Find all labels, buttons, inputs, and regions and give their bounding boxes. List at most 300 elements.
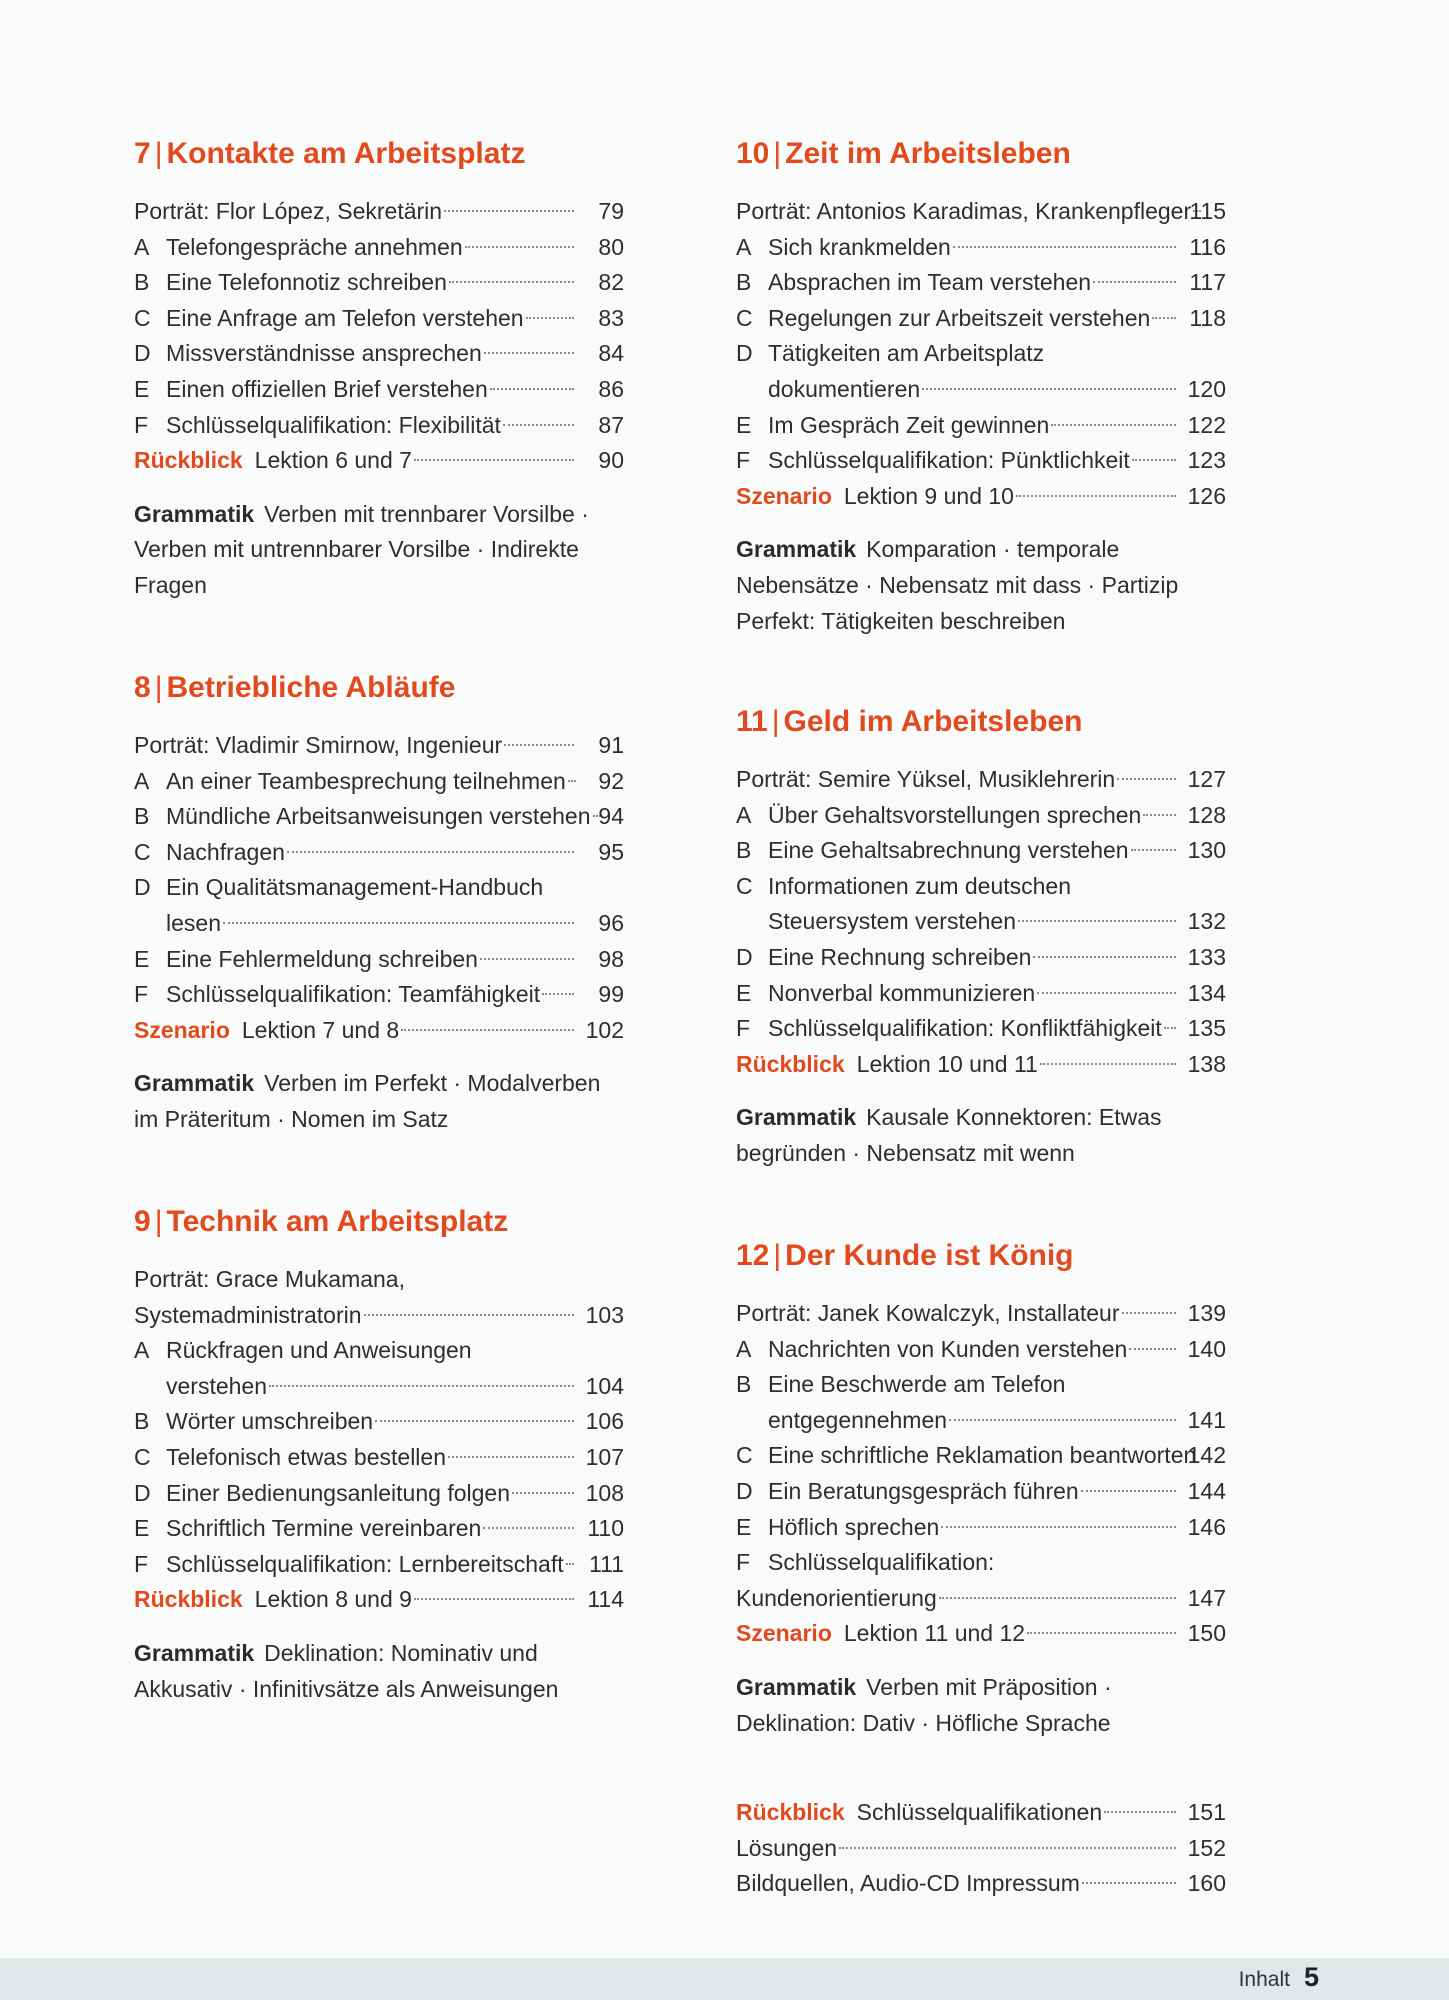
entry-body	[768, 976, 1180, 1012]
page-number: 110	[587, 1515, 624, 1542]
grammar-label: Grammatik	[736, 1104, 857, 1131]
toc-entry	[134, 1404, 624, 1440]
page-number: 151	[1187, 1799, 1226, 1825]
entry-line	[134, 1298, 578, 1334]
appendix-section	[736, 1795, 1226, 1902]
grammar-label: Grammatik	[134, 1639, 255, 1666]
entry-letter: A	[134, 233, 150, 260]
heading-separator: |	[154, 671, 163, 704]
heading-separator: |	[154, 1205, 163, 1238]
page-number: 103	[585, 1301, 624, 1328]
leader-dots	[1040, 1063, 1176, 1065]
entry-letter: F	[736, 1549, 751, 1576]
entry-line	[166, 1547, 578, 1583]
entry-body	[166, 764, 578, 800]
entry-text: Eine Anfrage am Telefon verstehen	[166, 304, 524, 331]
entry-body	[166, 372, 578, 408]
entry-body	[736, 194, 1192, 230]
toc-entry	[736, 762, 1226, 798]
grammar-label: Grammatik	[736, 536, 857, 563]
page-number: 139	[1187, 1300, 1226, 1326]
page-number: 146	[1187, 1513, 1226, 1540]
entry-line	[134, 1013, 578, 1049]
chapter-number: 8	[134, 671, 151, 704]
toc-entry	[134, 301, 624, 337]
leader-dots	[504, 744, 574, 746]
page-number: 116	[1189, 233, 1226, 260]
leader-dots	[1082, 1882, 1176, 1884]
entry-text: Höflich sprechen	[768, 1513, 940, 1540]
page-number: 130	[1187, 837, 1226, 864]
leader-dots	[1016, 495, 1176, 497]
entry-line	[768, 1474, 1180, 1510]
entry-body	[768, 301, 1180, 337]
toc-entry	[736, 940, 1226, 976]
chapter-heading	[134, 670, 624, 706]
page-number: 147	[1187, 1584, 1226, 1611]
entry-body	[166, 942, 578, 978]
entry-letter: E	[134, 945, 150, 972]
entry-body	[166, 408, 578, 444]
chapter-number: 10	[736, 137, 770, 170]
toc-entry	[134, 372, 624, 408]
grammar-text: Komparation · temporale Nebensätze · Nebensatz mit dass · Partizip Perfekt: Tätigkeiten beschreiben	[736, 536, 1179, 634]
entry-line	[768, 230, 1180, 266]
entry-body	[166, 799, 591, 835]
entry-letter: D	[736, 943, 753, 970]
entry-letter: C	[134, 1443, 151, 1470]
entry-text: Nachrichten von Kunden verstehen	[768, 1335, 1128, 1362]
heading-separator: |	[154, 137, 163, 170]
entry-text: dokumentieren	[768, 375, 921, 402]
leader-dots	[223, 922, 574, 924]
page-number: 82	[598, 269, 624, 296]
entry-text: Steuersystem verstehen	[768, 908, 1017, 935]
leader-dots	[444, 210, 574, 212]
page-number: 141	[1187, 1406, 1226, 1433]
entry-letter: C	[134, 304, 151, 331]
entry-line	[736, 1047, 1180, 1083]
entry-text: Porträt: Antonios Karadimas, Krankenpfleger	[736, 198, 1192, 224]
grammar-text: Kausale Konnektoren: Etwas begründen · Nebensatz mit wenn	[736, 1104, 1162, 1166]
entry-letter: A	[736, 1335, 752, 1362]
entry-letter: E	[736, 979, 752, 1006]
entry-text: Eine Telefonnotiz schreiben	[166, 269, 447, 296]
leader-dots	[939, 1597, 1176, 1599]
entry-text: Telefonisch etwas bestellen	[166, 1443, 446, 1470]
review-label: Rückblick	[736, 1799, 845, 1825]
toc-entry	[134, 1333, 624, 1404]
chapter	[134, 670, 624, 1138]
entry-line	[166, 265, 578, 301]
entry-line	[166, 799, 591, 835]
leader-dots	[566, 1563, 574, 1565]
entry-text: Lektion 6 und 7	[254, 447, 412, 474]
page-number: 94	[598, 803, 624, 830]
entry-body	[768, 230, 1180, 266]
entry-text: Mündliche Arbeitsanweisungen verstehen	[166, 803, 591, 830]
entry-letter: F	[134, 411, 149, 438]
chapter-heading	[736, 136, 1226, 172]
entry-text: Porträt: Semire Yüksel, Musiklehrerin	[736, 766, 1116, 792]
review-row	[736, 1047, 1226, 1083]
page-number: 87	[598, 411, 624, 438]
entry-text: Schlüsselqualifikation: Konfliktfähigkeit	[768, 1015, 1162, 1042]
entry-text: Im Gespräch Zeit gewinnen	[768, 411, 1050, 438]
leader-dots	[1104, 1811, 1176, 1813]
entry-body	[768, 940, 1180, 976]
entry-letter: D	[134, 340, 151, 367]
entry-text: Eine Fehlermeldung schreiben	[166, 945, 478, 972]
page-number: 90	[598, 447, 624, 474]
chapter-heading	[736, 704, 1226, 740]
entry-line	[736, 1795, 1180, 1831]
review-label: Szenario	[736, 482, 832, 509]
entry-line	[736, 1581, 1180, 1617]
entry-body	[166, 1440, 578, 1476]
entry-text: Absprachen im Team verstehen	[768, 269, 1092, 296]
toc-entry	[736, 336, 1226, 407]
grammar-text: Verben im Perfekt · Modalverben im Präteritum · Nomen im Satz	[134, 1070, 601, 1132]
entry-line	[166, 942, 578, 978]
entry-letter: B	[736, 1371, 752, 1398]
page-number: 123	[1187, 447, 1226, 474]
toc-entry	[134, 1440, 624, 1476]
page-number: 135	[1187, 1015, 1226, 1042]
page-number: 106	[585, 1408, 624, 1435]
entry-letter: D	[134, 1479, 151, 1506]
entry-line	[134, 728, 578, 764]
review-row	[736, 1866, 1226, 1902]
page-number: 134	[1187, 979, 1226, 1006]
entry-text: Lektion 8 und 9	[254, 1586, 412, 1613]
leader-dots	[1122, 1312, 1177, 1314]
entry-line	[166, 977, 578, 1013]
chapter-number: 9	[134, 1205, 151, 1238]
entry-letter: E	[134, 1515, 150, 1542]
heading-separator: |	[771, 705, 780, 738]
entry-letter: B	[134, 1408, 150, 1435]
toc-entry	[736, 869, 1226, 940]
footer-bar	[0, 1958, 1449, 2000]
entry-letter: D	[736, 1477, 753, 1504]
entry-letter: E	[736, 411, 752, 438]
entry-text: Eine Rechnung schreiben	[768, 943, 1032, 970]
leader-dots	[287, 851, 574, 853]
grammar-summary	[736, 1670, 1226, 1741]
toc-entry	[134, 835, 624, 871]
toc-entry	[134, 194, 624, 230]
grammar-summary	[134, 1066, 624, 1137]
entry-line	[736, 479, 1180, 515]
toc-entry	[134, 1547, 624, 1583]
page-number: 92	[598, 767, 624, 794]
grammar-summary	[736, 532, 1226, 639]
entry-body	[134, 728, 578, 764]
leader-dots	[414, 1598, 574, 1600]
heading-separator: |	[773, 137, 782, 170]
entry-line	[768, 940, 1180, 976]
review-row	[134, 1582, 624, 1618]
entry-text: Lektion 7 und 8	[241, 1016, 400, 1043]
leader-dots	[1037, 992, 1176, 994]
grammar-summary	[134, 1636, 624, 1707]
entry-body	[768, 1474, 1180, 1510]
entry-body	[768, 336, 1180, 407]
entry-text-line1: Ein Qualitätsmanagement-Handbuch	[166, 874, 544, 901]
entry-line	[166, 1476, 578, 1512]
toc-entry	[736, 194, 1226, 230]
page-number: 127	[1187, 766, 1226, 792]
page-number: 108	[585, 1479, 624, 1506]
page-number: 160	[1187, 1870, 1226, 1897]
footer-page-number: 5	[1303, 1962, 1319, 1992]
toc-entry	[134, 1262, 624, 1333]
entry-letter: F	[736, 1015, 751, 1042]
entry-letter: B	[736, 269, 752, 296]
grammar-label: Grammatik	[736, 1673, 857, 1700]
grammar-summary	[134, 497, 624, 604]
entry-line	[768, 976, 1180, 1012]
grammar-text: Verben mit Präposition · Deklination: Dativ · Höfliche Sprache	[736, 1673, 1112, 1736]
page-number: 84	[598, 340, 624, 367]
leader-dots	[922, 388, 1176, 390]
entry-line	[166, 336, 578, 372]
entry-body	[736, 1296, 1180, 1332]
entry-body	[736, 1831, 1180, 1867]
entry-letter: B	[134, 269, 150, 296]
entry-text: Sich krankmelden	[768, 233, 951, 260]
leader-dots	[1117, 778, 1176, 780]
grammar-label: Grammatik	[134, 1070, 255, 1097]
entry-letter: C	[736, 304, 753, 331]
entry-line	[768, 798, 1180, 834]
entry-body	[166, 336, 578, 372]
toc-entry	[736, 1510, 1226, 1546]
leader-dots	[269, 1385, 574, 1387]
entry-letter: C	[736, 872, 753, 899]
toc-entry	[134, 265, 624, 301]
entry-text: Ein Beratungsgespräch führen	[768, 1477, 1079, 1504]
entry-text: Schlüsselqualifikation: Teamfähigkeit	[166, 981, 541, 1008]
page-footer	[1239, 1962, 1319, 1993]
entry-text: entgegennehmen	[768, 1406, 948, 1433]
page-number: 120	[1187, 375, 1226, 402]
entry-text-line1: Informationen zum deutschen	[768, 872, 1072, 899]
page-number: 118	[1189, 304, 1226, 331]
entry-text: Porträt: Flor López, Sekretärin	[134, 198, 443, 224]
leader-dots	[1093, 281, 1176, 283]
leader-dots	[1132, 459, 1176, 461]
leader-dots	[1051, 424, 1176, 426]
review-label: Rückblick	[134, 447, 243, 474]
chapter-title: Technik am Arbeitsplatz	[166, 1205, 509, 1238]
entry-line	[768, 408, 1180, 444]
entry-body	[768, 1332, 1180, 1368]
page-number: 126	[1187, 482, 1226, 509]
toc-entry	[134, 942, 624, 978]
page-number: 114	[587, 1586, 624, 1613]
entry-text: Regelungen zur Arbeitszeit verstehen	[768, 304, 1151, 331]
entry-letter: A	[134, 1337, 150, 1364]
entry-letter: A	[736, 801, 752, 828]
footer-section-label: Inhalt	[1238, 1968, 1290, 1991]
chapter-title: Geld im Arbeitsleben	[783, 705, 1083, 738]
entry-line	[768, 1332, 1180, 1368]
entry-body	[166, 1511, 578, 1547]
entry-line	[736, 194, 1192, 230]
entry-text: Porträt: Janek Kowalczyk, Installateur	[736, 1300, 1120, 1326]
toc-entry	[134, 230, 624, 266]
page-number: 95	[598, 838, 624, 865]
entry-text: Wörter umschreiben	[166, 1408, 374, 1435]
entry-text: Nachfragen	[166, 838, 285, 865]
leader-dots	[484, 352, 574, 354]
entry-line	[768, 372, 1180, 408]
leader-dots	[1152, 317, 1176, 319]
page-number: 104	[585, 1372, 624, 1399]
entry-body	[166, 301, 578, 337]
page-number: 128	[1187, 801, 1226, 828]
entry-body	[134, 1582, 578, 1618]
toc-entry	[134, 870, 624, 941]
leader-dots	[414, 459, 574, 461]
entry-line	[166, 835, 578, 871]
page-number: 132	[1187, 908, 1226, 935]
page-number: 111	[589, 1550, 624, 1577]
entry-letter: C	[736, 1442, 753, 1469]
page-number: 80	[598, 233, 624, 260]
leader-dots	[465, 246, 574, 248]
entry-body	[768, 1011, 1180, 1047]
chapter-heading	[134, 1204, 624, 1240]
toc-entry	[736, 798, 1226, 834]
leader-dots	[401, 1029, 574, 1031]
leader-dots	[480, 958, 574, 960]
entry-body	[736, 1545, 1180, 1616]
entry-body	[768, 408, 1180, 444]
entry-line	[736, 762, 1180, 798]
entry-line	[768, 1403, 1180, 1439]
entry-line	[166, 1369, 578, 1405]
entry-body	[768, 869, 1180, 940]
entry-text: lesen	[166, 909, 221, 936]
entry-body	[166, 230, 578, 266]
toc-entry	[134, 336, 624, 372]
entry-body	[736, 1616, 1180, 1652]
entry-letter: D	[736, 340, 753, 367]
entry-text: Porträt: Vladimir Smirnow, Ingenieur	[134, 732, 503, 758]
entry-text: Nonverbal kommunizieren	[768, 979, 1036, 1006]
grammar-text: Verben mit trennbarer Vorsilbe · Verben mit untrennbarer Vorsilbe · Indirekte Fragen	[134, 500, 589, 598]
entry-letter: F	[134, 981, 149, 1008]
toc-entry	[736, 1296, 1226, 1332]
leader-dots	[375, 1420, 574, 1422]
entry-text: An einer Teambesprechung teilnehmen	[166, 767, 566, 794]
entry-letter: A	[736, 233, 752, 260]
page-number: 150	[1187, 1620, 1226, 1647]
entry-text-line1: Rückfragen und Anweisungen	[166, 1337, 472, 1364]
entry-line	[166, 1511, 578, 1547]
page-number: 138	[1187, 1050, 1226, 1077]
chapter	[736, 1238, 1226, 1741]
toc-entry	[736, 833, 1226, 869]
entry-body	[166, 835, 578, 871]
entry-text: Einen offiziellen Brief verstehen	[166, 375, 488, 402]
entry-line	[736, 1866, 1180, 1902]
review-row	[736, 1795, 1226, 1831]
entry-line	[768, 301, 1180, 337]
toc-entry	[736, 265, 1226, 301]
page-number: 86	[598, 375, 624, 402]
entry-line	[768, 1011, 1180, 1047]
entry-line	[736, 1616, 1180, 1652]
entry-body	[768, 798, 1180, 834]
entry-text: Lektion 10 und 11	[856, 1050, 1038, 1077]
entry-line	[768, 904, 1180, 940]
entry-text: Schriftlich Termine vereinbaren	[166, 1515, 482, 1542]
entry-body	[768, 1367, 1180, 1438]
toc-entry	[736, 1367, 1226, 1438]
entry-text: Lektion 11 und 12	[843, 1620, 1026, 1647]
grammar-summary	[736, 1100, 1226, 1171]
entry-line	[166, 764, 578, 800]
toc-entry	[736, 1011, 1226, 1047]
leader-dots	[953, 246, 1176, 248]
review-row	[736, 479, 1226, 515]
leader-dots	[839, 1847, 1176, 1849]
entry-text: Einer Bedienungsanleitung folgen	[166, 1479, 510, 1506]
chapter-number: 11	[736, 705, 768, 738]
leader-dots	[1164, 1027, 1176, 1029]
leader-dots	[364, 1314, 574, 1316]
review-label: Rückblick	[736, 1050, 845, 1077]
page-number: 133	[1187, 943, 1226, 970]
leader-dots	[1081, 1490, 1176, 1492]
heading-separator: |	[773, 1239, 782, 1272]
review-label: Szenario	[134, 1016, 230, 1043]
chapter-title: Zeit im Arbeitsleben	[785, 137, 1071, 170]
entry-body	[768, 833, 1180, 869]
entry-body	[166, 265, 578, 301]
leader-dots	[1143, 814, 1176, 816]
page-number: 79	[598, 198, 624, 224]
toc-entry	[736, 301, 1226, 337]
page-number: 152	[1187, 1834, 1226, 1861]
leader-dots	[1027, 1632, 1176, 1634]
toc-entry	[134, 408, 624, 444]
entry-text: Schlüsselqualifikation: Pünktlichkeit	[768, 447, 1130, 474]
entry-body	[166, 1404, 578, 1440]
entry-line	[736, 1296, 1180, 1332]
entry-letter: F	[736, 447, 751, 474]
leader-dots	[483, 1527, 574, 1529]
toc-entry	[736, 408, 1226, 444]
entry-text: Eine schriftliche Reklamation beantworten	[768, 1442, 1197, 1469]
page-number: 99	[598, 981, 624, 1008]
entry-text-line1: Eine Beschwerde am Telefon	[768, 1371, 1066, 1398]
toc-entry	[134, 1476, 624, 1512]
entry-letter: B	[736, 837, 752, 864]
toc-entry	[134, 1511, 624, 1547]
entry-letter: E	[134, 375, 150, 402]
entry-text: Über Gehaltsvorstellungen sprechen	[768, 801, 1142, 828]
leader-dots	[490, 388, 574, 390]
entry-line	[134, 194, 578, 230]
review-label: Szenario	[736, 1620, 832, 1647]
leader-dots	[512, 1492, 574, 1494]
leader-dots	[448, 1456, 574, 1458]
